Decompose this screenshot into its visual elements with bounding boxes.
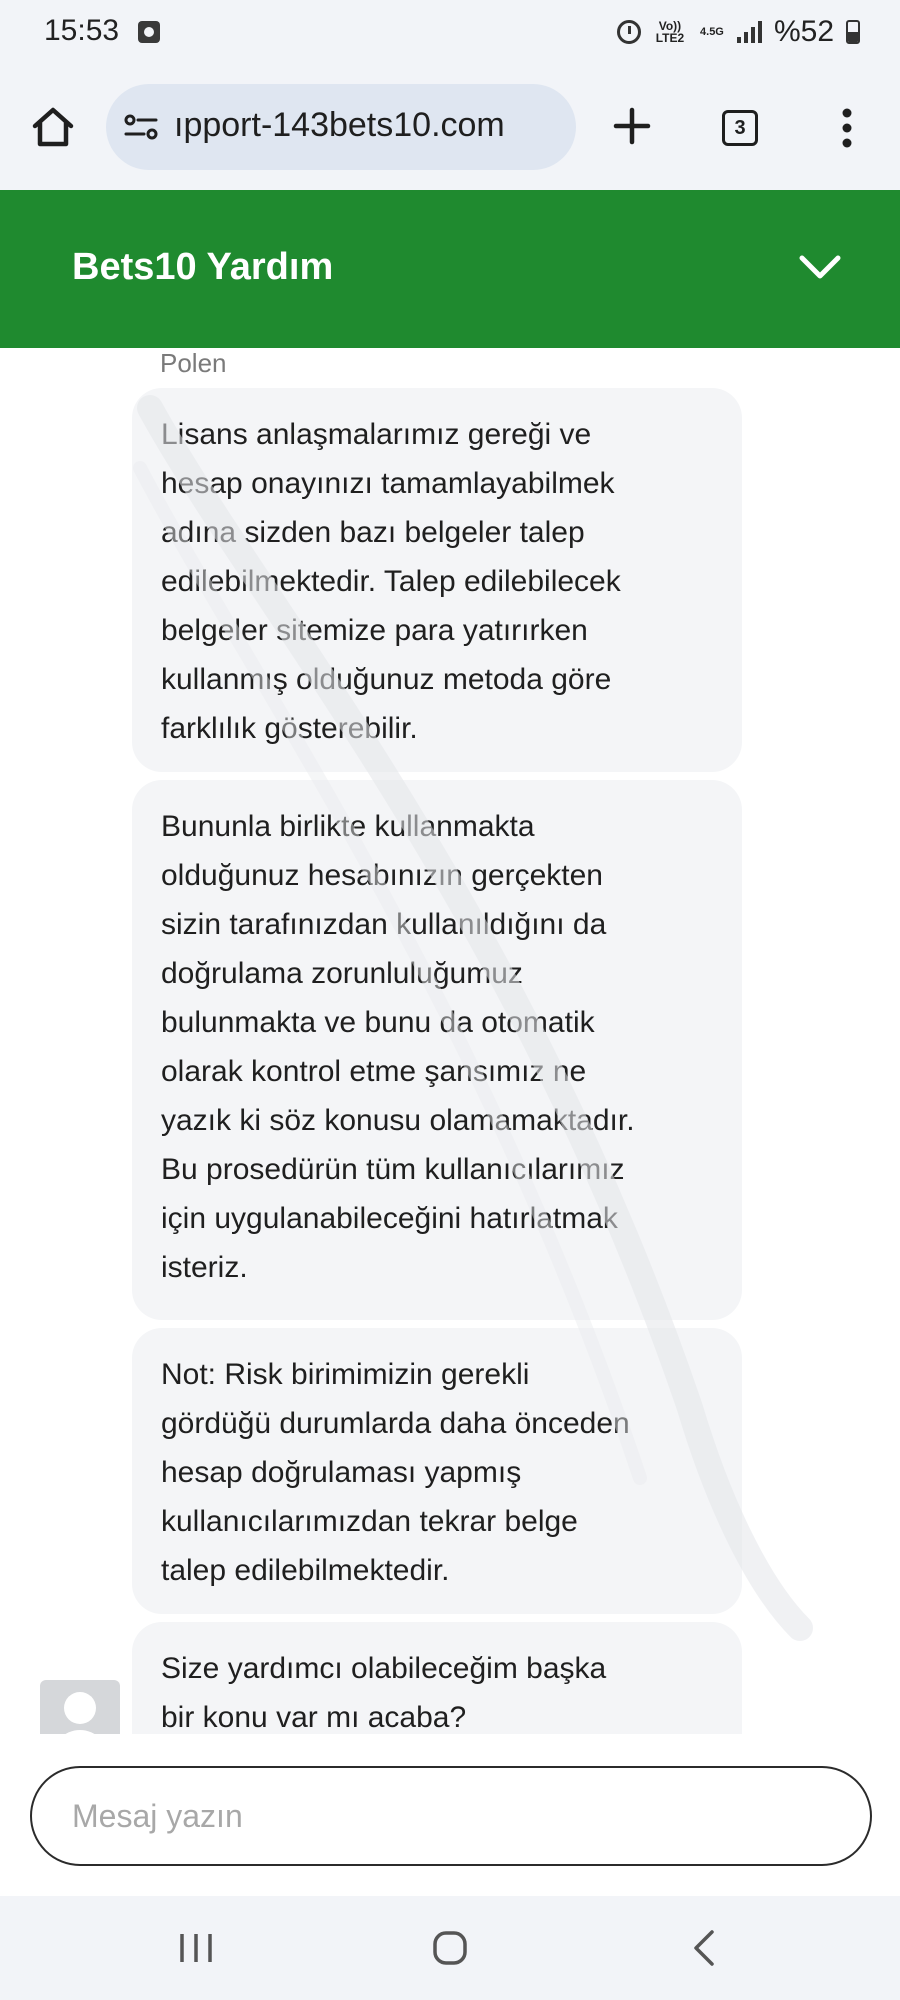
chevron-down-icon[interactable] bbox=[796, 252, 844, 282]
message-bubble: Bununla birlikte kullanmakta olduğunuz hesabınızın gerçekten sizin tarafınızdan kullanıldığını da doğrulama zorunluluğumuz bulunmakta ve bunu da otomatik olarak kontrol etme şansımız ne yazık ki söz konusu olamamaktadır. Bu prosedürün tüm kullanıcılarımız için uygulanabileceğini hatırlatmak isteriz. bbox=[132, 780, 742, 1320]
plus-icon[interactable] bbox=[612, 106, 652, 146]
site-settings-icon[interactable] bbox=[124, 111, 158, 143]
message-input[interactable] bbox=[30, 1766, 872, 1866]
volte-label: Vo)) bbox=[658, 19, 682, 33]
url-text[interactable]: ıpport-143bets10.com bbox=[174, 106, 505, 144]
browser-toolbar bbox=[0, 64, 900, 190]
chat-header bbox=[0, 190, 900, 348]
agent-avatar bbox=[40, 1680, 120, 1734]
notification-app-icon bbox=[138, 21, 160, 43]
message-bubble: Size yardımcı olabileceğim başka bir konu var mı acaba? bbox=[132, 1622, 742, 1734]
tab-switcher-button[interactable]: 3 bbox=[722, 110, 758, 146]
network-type-label: 4.5G bbox=[700, 26, 724, 38]
system-navigation-bar bbox=[0, 1896, 900, 2000]
chat-message-list[interactable] bbox=[0, 348, 900, 1734]
more-vert-icon[interactable] bbox=[842, 108, 852, 148]
agent-name: Polen bbox=[160, 348, 227, 378]
status-time: 15:53 bbox=[44, 14, 120, 47]
battery-icon bbox=[846, 20, 860, 44]
battery-percent: %52 bbox=[773, 15, 834, 48]
message-bubble: Not: Risk birimimizin gerekli gördüğü durumlarda daha önceden hesap doğrulaması yapmış kullanıcılarımızdan tekrar belge talep edilebilmektedir. bbox=[132, 1328, 742, 1614]
volte-indicator bbox=[653, 20, 687, 44]
status-indicators bbox=[617, 14, 860, 50]
battery-level-fill bbox=[848, 32, 858, 42]
status-bar bbox=[0, 0, 900, 64]
recents-icon[interactable] bbox=[178, 1932, 214, 1964]
address-bar[interactable] bbox=[106, 84, 576, 170]
signal-strength-icon bbox=[737, 21, 762, 43]
back-icon[interactable] bbox=[688, 1928, 718, 1968]
chat-title: Bets10 Yardım bbox=[72, 246, 334, 288]
home-button-icon[interactable] bbox=[432, 1930, 468, 1966]
message-composer bbox=[0, 1734, 900, 1896]
alarm-icon bbox=[617, 20, 641, 44]
lte-label: LTE2 bbox=[655, 31, 685, 45]
message-bubble: Lisans anlaşmalarımız gereği ve hesap onayınızı tamamlayabilmek adına sizden bazı belgeler talep edilebilmektedir. Talep edilebilecek belgeler sitemize para yatırırken kullanmış olduğunuz metoda göre farklılık gösterebilir. bbox=[132, 388, 742, 772]
home-icon[interactable] bbox=[30, 104, 76, 150]
